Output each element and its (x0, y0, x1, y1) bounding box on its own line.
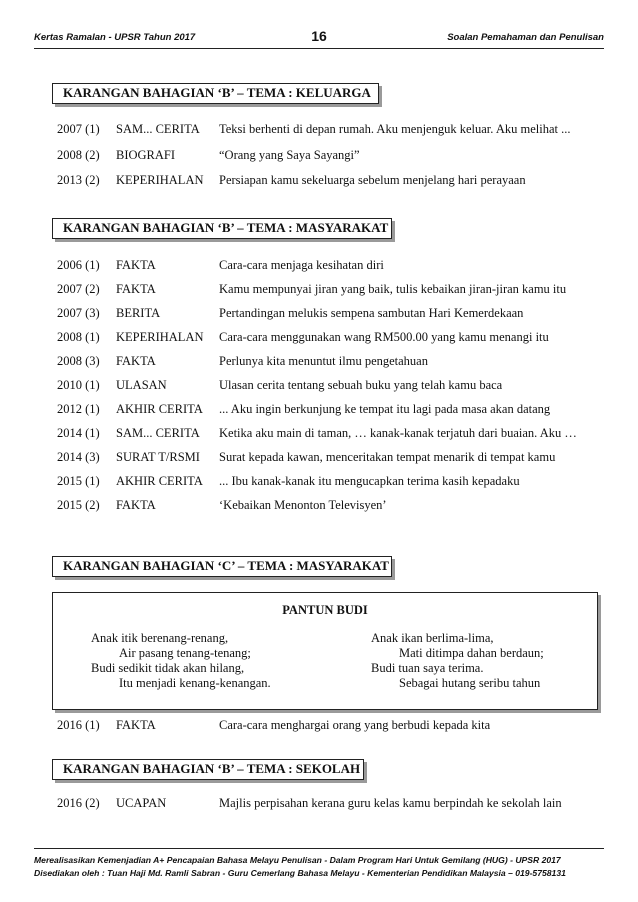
table-row (0, 426, 638, 444)
table-row (0, 796, 638, 814)
table-row (0, 354, 638, 372)
row-year: 2006 (1) (57, 258, 100, 272)
row-type: FAKTA (116, 718, 156, 732)
pantun-title: PANTUN BUDI (282, 603, 368, 617)
row-description: Cara-cara menggunakan wang RM500.00 yang kamu menangi itu (219, 330, 549, 344)
row-description: ‘Kebaikan Menonton Televisyen’ (219, 498, 387, 512)
row-description: Ketika aku main di taman, … kanak-kanak terjatuh dari buaian. Aku … (219, 426, 577, 440)
row-description: Perlunya kita menuntut ilmu pengetahuan (219, 354, 428, 368)
table-row (0, 498, 638, 516)
pantun-line: Budi tuan saya terima. (371, 661, 484, 675)
table-row (0, 402, 638, 420)
table-row (0, 378, 638, 396)
table-row (0, 474, 638, 492)
row-year: 2010 (1) (57, 378, 100, 392)
row-type: FAKTA (116, 282, 156, 296)
row-type: KEPERIHALAN (116, 330, 204, 344)
table-row (0, 173, 638, 191)
table-row (0, 258, 638, 276)
row-type: ULASAN (116, 378, 167, 392)
row-type: FAKTA (116, 258, 156, 272)
table-row (0, 718, 638, 736)
row-year: 2008 (2) (57, 148, 100, 162)
row-type: AKHIR CERITA (116, 402, 203, 416)
table-row (0, 306, 638, 324)
row-type: BIOGRAFI (116, 148, 176, 162)
section-title-masyarakat-b: KARANGAN BAHAGIAN ‘B’ – TEMA : MASYARAKAT (52, 218, 392, 239)
pantun-line: Budi sedikit tidak akan hilang, (91, 661, 245, 675)
table-row (0, 148, 638, 166)
row-year: 2007 (2) (57, 282, 100, 296)
row-type: UCAPAN (116, 796, 167, 810)
section-title-sekolah: KARANGAN BAHAGIAN ‘B’ – TEMA : SEKOLAH (52, 759, 364, 780)
row-year: 2012 (1) (57, 402, 100, 416)
row-year: 2014 (1) (57, 426, 100, 440)
pantun-line: Anak itik berenang-renang, (91, 631, 229, 645)
row-type: AKHIR CERITA (116, 474, 203, 488)
row-year: 2016 (1) (57, 718, 100, 732)
pantun-box (52, 592, 598, 710)
row-year: 2008 (3) (57, 354, 100, 368)
row-type: BERITA (116, 306, 161, 320)
row-description: Teksi berhenti di depan rumah. Aku menjenguk keluar. Aku melihat ... (219, 122, 571, 136)
row-year: 2008 (1) (57, 330, 100, 344)
row-description: ... Ibu kanak-kanak itu mengucapkan terima kasih kepadaku (219, 474, 520, 488)
row-type: SAM... CERITA (116, 426, 200, 440)
table-row (0, 450, 638, 468)
row-description: Persiapan kamu sekeluarga sebelum menjelang hari perayaan (219, 173, 526, 187)
pantun-line: Anak ikan berlima-lima, (371, 631, 494, 645)
row-description: Majlis perpisahan kerana guru kelas kamu berpindah ke sekolah lain (219, 796, 562, 810)
row-description: Surat kepada kawan, menceritakan tempat menarik di tempat kamu (219, 450, 556, 464)
row-year: 2016 (2) (57, 796, 100, 810)
section-title-masyarakat-c: KARANGAN BAHAGIAN ‘C’ – TEMA : MASYARAKAT (52, 556, 392, 577)
pantun-line: Itu menjadi kenang-kenangan. (119, 676, 271, 690)
row-type: SAM... CERITA (116, 122, 200, 136)
row-description: Kamu mempunyai jiran yang baik, tulis kebaikan jiran-jiran kamu itu (219, 282, 567, 296)
footer-line-1: Merealisasikan Kemenjadian A+ Pencapaian Bahasa Melayu Penulisan - Dalam Program Hari Untuk Gemilang (HUG) - UPSR 2017 (34, 855, 561, 865)
row-type: SURAT T/RSMI (116, 450, 200, 464)
row-type: KEPERIHALAN (116, 173, 204, 187)
header-right-text: Soalan Pemahaman dan Penulisan (447, 32, 604, 43)
row-year: 2015 (2) (57, 498, 100, 512)
row-year: 2007 (1) (57, 122, 100, 136)
pantun-line: Mati ditimpa dahan berdaun; (399, 646, 544, 660)
row-description: Cara-cara menghargai orang yang berbudi kepada kita (219, 718, 491, 732)
page-footer (34, 848, 604, 880)
row-year: 2015 (1) (57, 474, 100, 488)
page-header (34, 28, 604, 49)
row-description: Cara-cara menjaga kesihatan diri (219, 258, 384, 272)
page-number: 16 (311, 28, 327, 44)
row-year: 2007 (3) (57, 306, 100, 320)
pantun-line: Air pasang tenang-tenang; (119, 646, 251, 660)
table-row (0, 282, 638, 300)
row-type: FAKTA (116, 354, 156, 368)
row-year: 2013 (2) (57, 173, 100, 187)
row-type: FAKTA (116, 498, 156, 512)
section-title-keluarga: KARANGAN BAHAGIAN ‘B’ – TEMA : KELUARGA (52, 83, 379, 104)
row-description: ... Aku ingin berkunjung ke tempat itu lagi pada masa akan datang (219, 402, 551, 416)
row-description: Ulasan cerita tentang sebuah buku yang telah kamu baca (219, 378, 503, 392)
row-description: Pertandingan melukis sempena sambutan Hari Kemerdekaan (219, 306, 524, 320)
row-description: “Orang yang Saya Sayangi” (219, 148, 360, 162)
header-left-text: Kertas Ramalan - UPSR Tahun 2017 (34, 32, 196, 43)
footer-line-2: Disediakan oleh : Tuan Haji Md. Ramli Sabran - Guru Cemerlang Bahasa Melayu - Kementerian Pendidikan Malaysia – 019-5758131 (34, 868, 566, 878)
table-row (0, 330, 638, 348)
pantun-line: Sebagai hutang seribu tahun (399, 676, 541, 690)
table-row (0, 122, 638, 140)
row-year: 2014 (3) (57, 450, 100, 464)
